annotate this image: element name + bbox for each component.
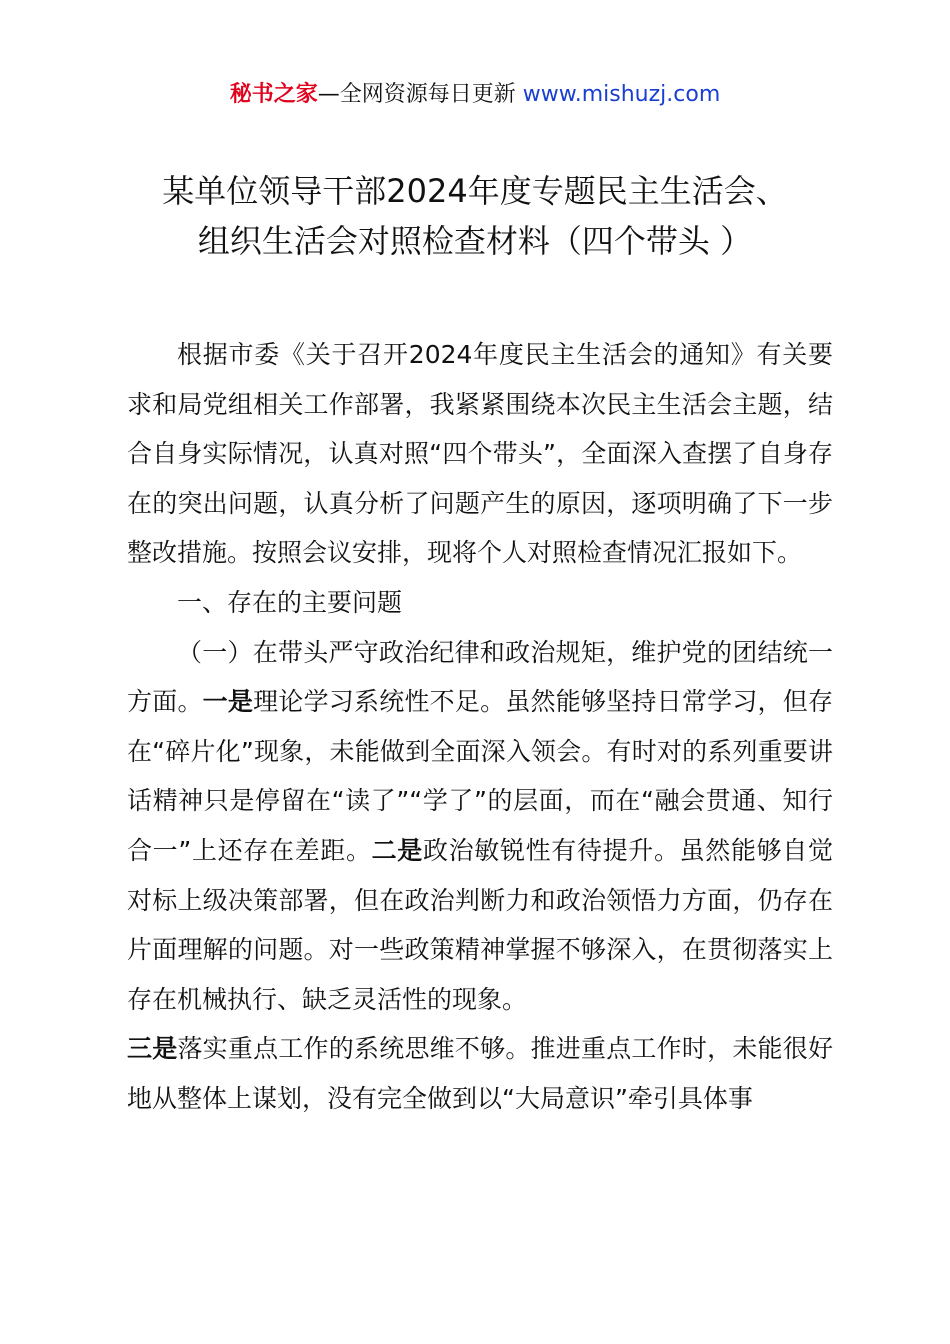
subsection-lead: （一）在带头严守政治纪律和政治规矩，维护党的团结统一方面。 bbox=[127, 637, 833, 717]
title-line-2: 组织生活会对照检查材料（四个带头 ） bbox=[197, 222, 753, 260]
subsection-paragraph-1 bbox=[127, 628, 833, 1025]
site-slogan: —全网资源每日更新 bbox=[317, 82, 523, 107]
document-title bbox=[60, 166, 890, 266]
point-text-2: 政治敏锐性有待提升。虽然能够自觉对标上级决策部署，但在政治判断力和政治领悟力方面，仍存在片面理解的问题。对一些政策精神掌握不够深入，在贯彻落实上存在机械执行、缺乏灵活性的现象。 bbox=[127, 835, 833, 1014]
document-body bbox=[127, 330, 833, 1124]
site-header bbox=[0, 80, 950, 110]
point-text-1: 理论学习系统性不足。虽然能够坚持日常学习，但存在“碎片化”现象，未能做到全面深入领会。有时对的系列重要讲话精神只是停留在“读了”“学了”的层面，而在“融会贯通、知行合一”上还存在差距。 bbox=[127, 687, 833, 865]
point-label-3: 三是 bbox=[127, 1034, 178, 1064]
continued-paragraph bbox=[127, 1024, 833, 1123]
site-url[interactable]: www.mishuzj.com bbox=[522, 82, 721, 107]
section-heading-1: 一、存在的主要问题 bbox=[177, 587, 403, 617]
point-label-2: 二是 bbox=[371, 835, 423, 865]
point-label-1: 一是 bbox=[202, 687, 254, 717]
site-brand: 秘书之家 bbox=[229, 82, 318, 107]
title-line-1: 某单位领导干部2024年度专题民主生活会、 bbox=[162, 172, 788, 210]
intro-paragraph: 根据市委《关于召开2024年度民主生活会的通知》有关要求和局党组相关工作部署，我紧紧围绕本次民主生活会主题，结合自身实际情况，认真对照“四个带头”，全面深入查摆了自身存在的突出问题，认真分析了问题产生的原因，逐项明确了下一步整改措施。按照会议安排，现将个人对照检查情况汇报如下。 bbox=[127, 340, 833, 568]
point-text-3: 落实重点工作的系统思维不够。推进重点工作时，未能很好地从整体上谋划，没有完全做到以“大局意识”牵引具体事 bbox=[127, 1034, 833, 1113]
